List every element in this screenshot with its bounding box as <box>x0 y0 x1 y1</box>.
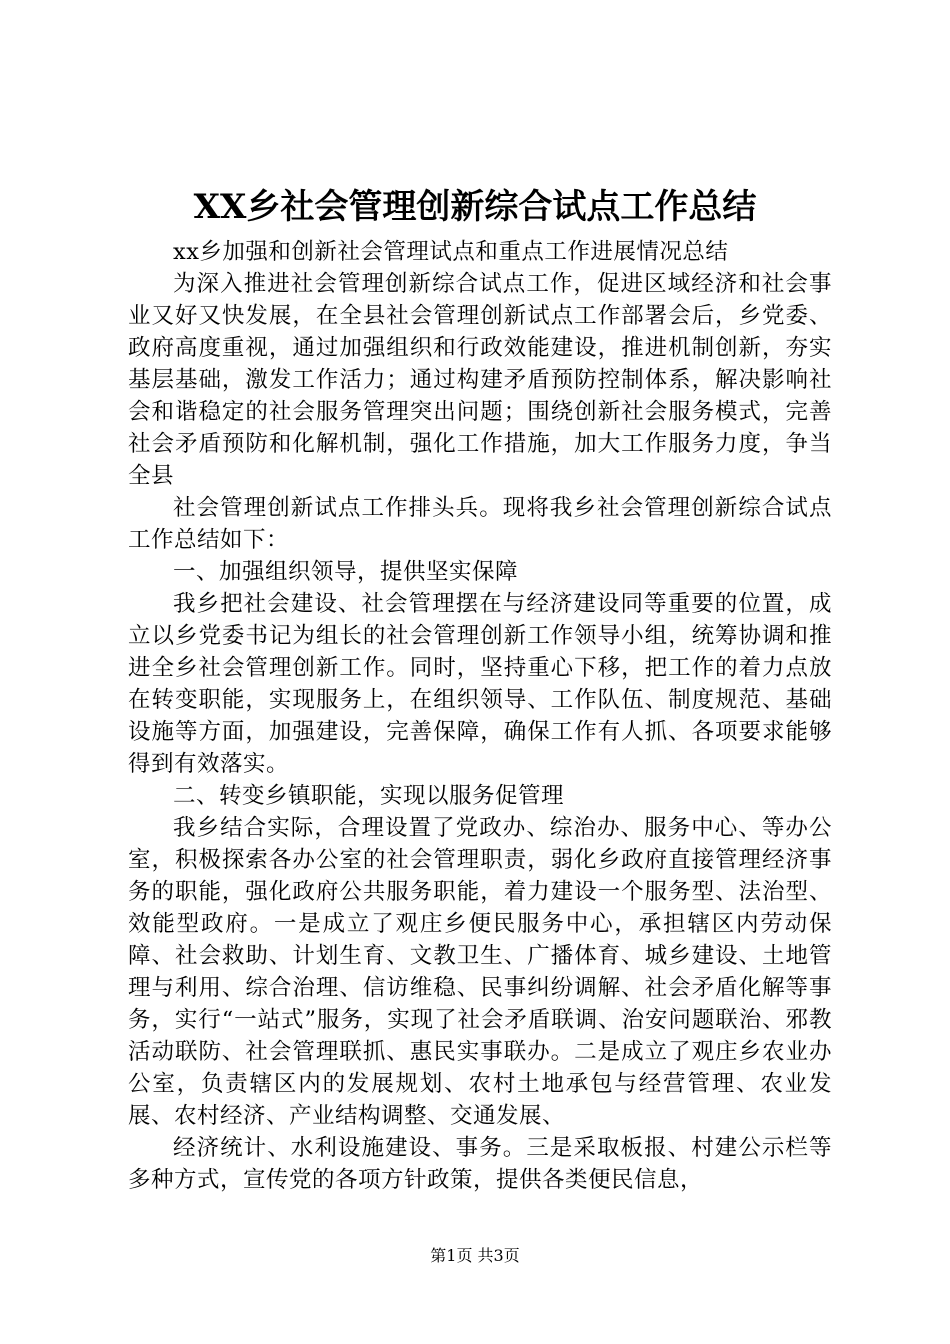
section-heading-2: 二、转变乡镇职能，实现以服务促管理 <box>173 783 565 809</box>
section-2-paragraph: 我乡结合实际，合理设置了党政办、综治办、服务中心、等办公室，积极探索各办公室的社会管理职责，弱化乡政府直接管理经济事务的职能，强化政府公共服务职能，着力建设一个服务型、法治型、效能型政府。一是成立了观庄乡便民服务中心，承担辖区内劳动保障、社会救助、计划生育、文教卫生、广播体育、城乡建设、土地管理与利用、综合治理、信访维稳、民事纠纷调解、社会矛盾化解等事务，实行“一站式”服务，实现了社会矛盾联调、治安问题联治、邪教活动联防、社会管理联抓、惠民实事联办。二是成立了观庄乡农业办公室，负责辖区内的发展规划、农村土地承包与经营管理、农业发展、农村经济、产业结构调整、交通发展、 <box>128 815 832 1129</box>
section-2-continued-paragraph: 经济统计、水利设施建设、事务。三是采取板报、村建公示栏等多种方式，宣传党的各项方针政策，提供各类便民信息， <box>128 1135 832 1193</box>
document-body <box>128 236 832 1196</box>
section-heading-1: 一、加强组织领导，提供坚实保障 <box>173 559 519 585</box>
document-title: XX乡社会管理创新综合试点工作总结 <box>193 187 757 227</box>
intro-continued-paragraph: 社会管理创新试点工作排头兵。现将我乡社会管理创新综合试点工作总结如下： <box>128 495 832 553</box>
subtitle-paragraph: xx乡加强和创新社会管理试点和重点工作进展情况总结 <box>173 239 729 265</box>
section-1-paragraph: 我乡把社会建设、社会管理摆在与经济建设同等重要的位置，成立以乡党委书记为组长的社会管理创新工作领导小组，统筹协调和推进全乡社会管理创新工作。同时，坚持重心下移，把工作的着力点放在转变职能，实现服务上，在组织领导、工作队伍、制度规范、基础设施等方面，加强建设，完善保障，确保工作有人抓、各项要求能够得到有效落实。 <box>128 591 832 777</box>
page-number-footer: 第1页 共3页 <box>430 1246 520 1265</box>
intro-paragraph: 为深入推进社会管理创新综合试点工作，促进区域经济和社会事业又好又快发展，在全县社会管理创新试点工作部署会后，乡党委、政府高度重视，通过加强组织和行政效能建设，推进机制创新，夯实基层基础，激发工作活力；通过构建矛盾预防控制体系，解决影响社会和谐稳定的社会服务管理突出问题；围绕创新社会服务模式，完善社会矛盾预防和化解机制，强化工作措施，加大工作服务力度，争当全县 <box>128 271 832 489</box>
